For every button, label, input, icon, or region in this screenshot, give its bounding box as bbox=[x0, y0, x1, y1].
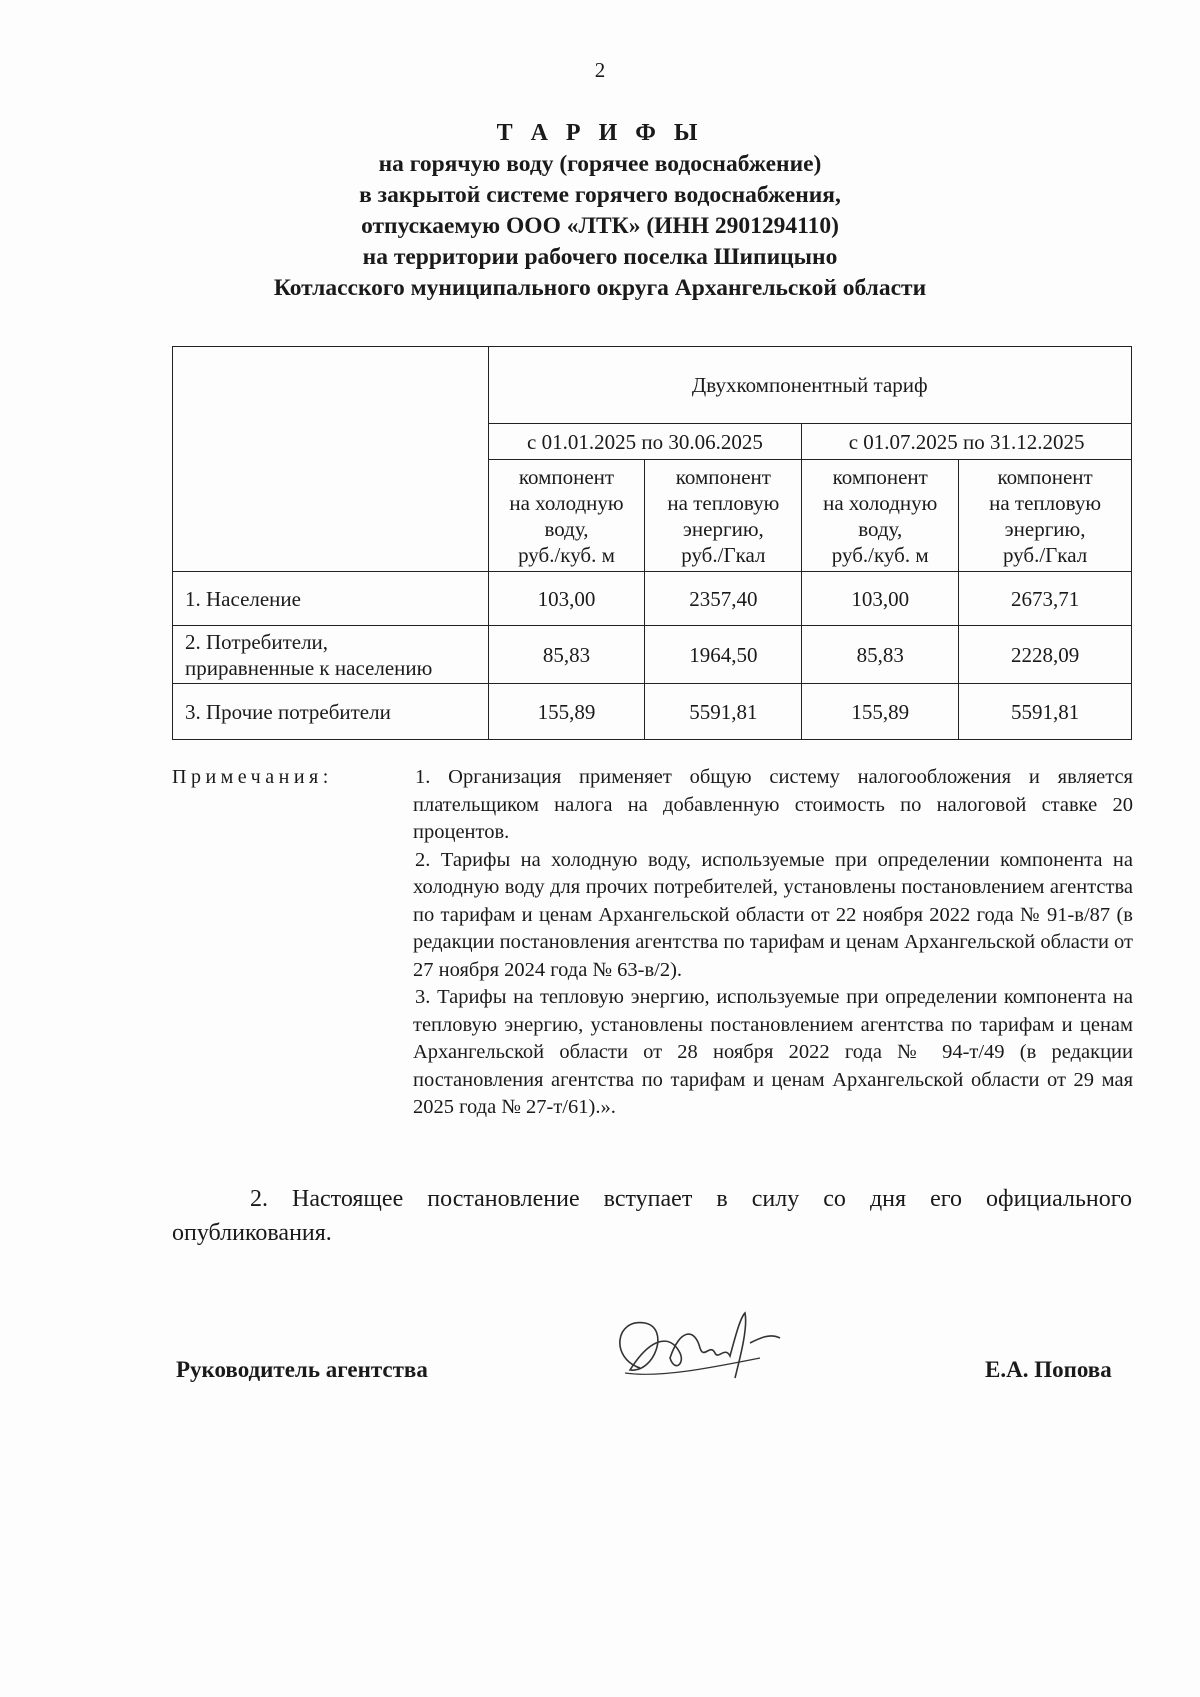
tariff-table bbox=[172, 346, 1132, 740]
table-cell: 85,83 bbox=[802, 626, 959, 684]
table-row bbox=[173, 684, 1132, 740]
title-line: отпускаемую ООО «ЛТК» (ИНН 2901294110) bbox=[361, 213, 839, 239]
title-main: Т А Р И Ф Ы bbox=[496, 120, 704, 146]
signatory-title: Руководитель агентства bbox=[176, 1357, 428, 1382]
note-item: 3. Тарифы на тепловую энергию, используемые при определении компонента на тепловую энергию, установлены постановлением агентства по тарифам и ценам Архангельской области от 28 ноября 2022 года № 94-т/49 (в редакции постановления агентства по тарифам и ценам Архангельской области от 29 мая 2025 года № 27-т/61).». bbox=[413, 986, 1133, 1118]
component-header: компонент на тепловую энергию, руб./Гкал bbox=[959, 460, 1132, 572]
notes-label: Примечания: bbox=[172, 766, 333, 788]
table-row bbox=[173, 572, 1132, 626]
row-label: 3. Прочие потребители bbox=[173, 684, 489, 740]
period-header: с 01.07.2025 по 31.12.2025 bbox=[802, 424, 1132, 460]
row-label: 1. Население bbox=[173, 572, 489, 626]
table-cell: 1964,50 bbox=[645, 626, 802, 684]
component-header: компонент на холодную воду, руб./куб. м bbox=[802, 460, 959, 572]
table-row bbox=[173, 626, 1132, 684]
table-cell: 5591,81 bbox=[959, 684, 1132, 740]
table-cell: 2357,40 bbox=[645, 572, 802, 626]
page-number: 2 bbox=[594, 58, 606, 82]
signatory-name: Е.А. Попова bbox=[985, 1357, 1112, 1382]
table-cell: 5591,81 bbox=[645, 684, 802, 740]
table-cell: 2228,09 bbox=[959, 626, 1132, 684]
signature-image bbox=[600, 1298, 790, 1398]
title-line: на территории рабочего поселка Шипицыно bbox=[362, 244, 838, 270]
table-cell: 155,89 bbox=[802, 684, 959, 740]
title-line: в закрытой системе горячего водоснабжения, bbox=[359, 182, 841, 208]
note-item: 2. Тарифы на холодную воду, используемые при определении компонента на холодную воду для прочих потребителей, установлены постановлением агентства по тарифам и ценам Архангельской области от 22 ноября 2022 года № 91-в/87 (в редакции постановления агентства по тарифам и ценам Архангельской области от 27 ноября 2024 года № 63-в/2). bbox=[413, 848, 1133, 981]
table-cell: 155,89 bbox=[488, 684, 645, 740]
document-title bbox=[0, 118, 1200, 304]
note-item: 1. Организация применяет общую систему налогообложения и является плательщиком налога на добавленную стоимость по налоговой ставке 20 процентов. bbox=[413, 766, 1133, 843]
table-corner-cell bbox=[173, 347, 489, 572]
table-cell: 85,83 bbox=[488, 626, 645, 684]
title-line: на горячую воду (горячее водоснабжение) bbox=[378, 151, 822, 177]
row-label: 2. Потребители, приравненные к населению bbox=[173, 626, 489, 684]
table-cell: 103,00 bbox=[802, 572, 959, 626]
table-cell: 2673,71 bbox=[959, 572, 1132, 626]
title-line: Котласского муниципального округа Архангельской области bbox=[273, 275, 927, 301]
component-header: компонент на холодную воду, руб./куб. м bbox=[488, 460, 645, 572]
component-header: компонент на тепловую энергию, руб./Гкал bbox=[645, 460, 802, 572]
period-header: с 01.01.2025 по 30.06.2025 bbox=[488, 424, 802, 460]
table-header: Двухкомпонентный тариф bbox=[488, 347, 1131, 424]
notes bbox=[413, 764, 1133, 1122]
table-cell: 103,00 bbox=[488, 572, 645, 626]
effective-date-paragraph: 2. Настоящее постановление вступает в силу со дня его официального опубликования. bbox=[172, 1186, 1132, 1246]
